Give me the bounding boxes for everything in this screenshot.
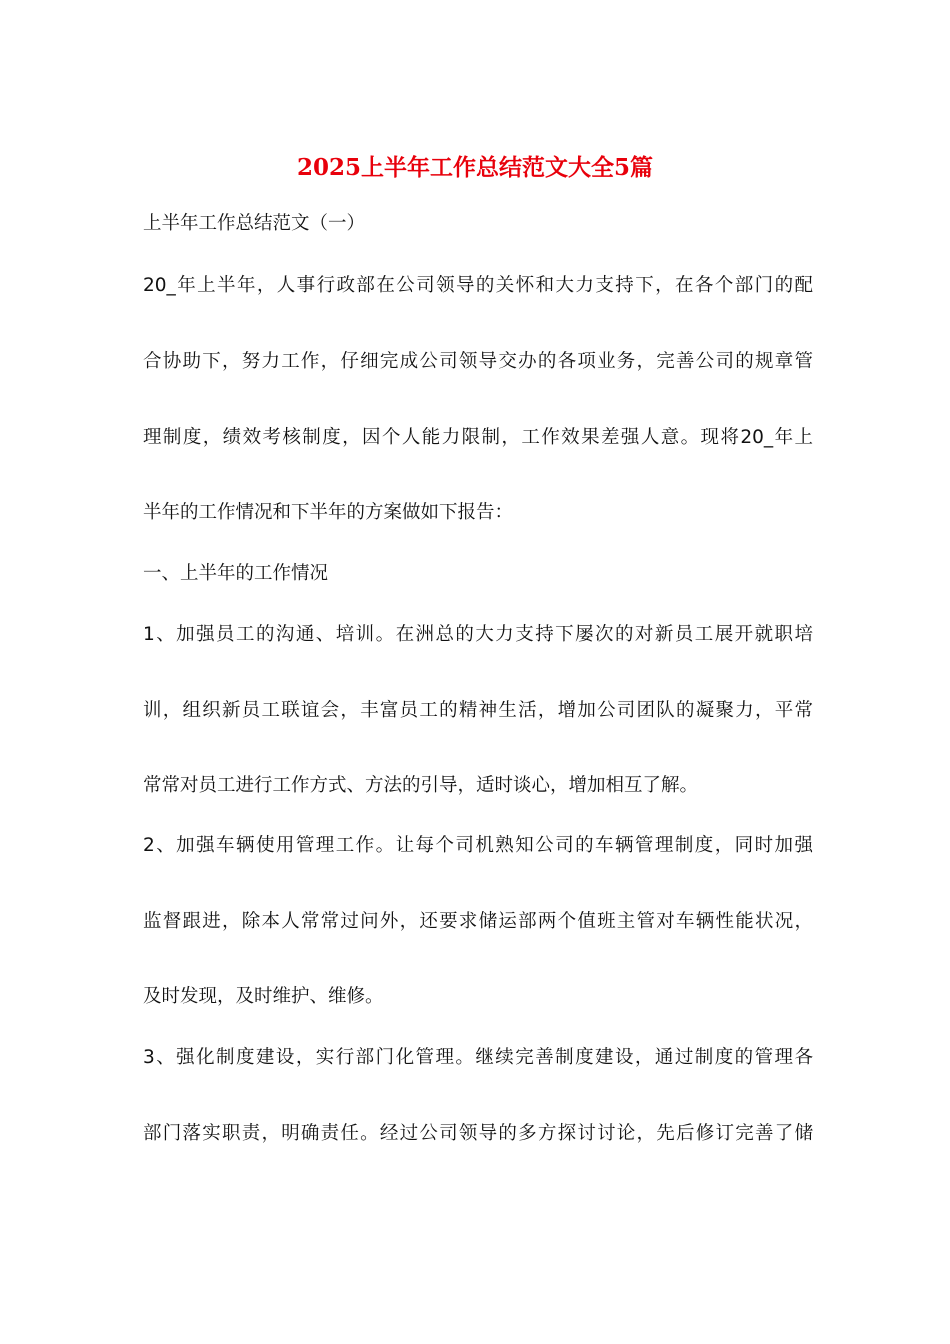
paragraph-line: 合协助下，努力工作，仔细完成公司领导交办的各项业务，完善公司的规章管 <box>143 351 813 372</box>
paragraph-line: 部门落实职责，明确责任。经过公司领导的多方探讨讨论，先后修订完善了储 <box>143 1123 813 1144</box>
paragraph-line: 半年的工作情况和下半年的方案做如下报告： <box>143 502 514 523</box>
paragraph-line: 监督跟进，除本人常常过问外，还要求储运部两个值班主管对车辆性能状况， <box>143 911 813 932</box>
paragraph-line: 1、加强员工的沟通、培训。在洲总的大力支持下屡次的对新员工展开就职培 <box>143 624 813 645</box>
section-heading: 上半年工作总结范文（一） <box>143 213 366 234</box>
paragraph-line: 及时发现，及时维护、维修。 <box>143 986 384 1007</box>
paragraph-line: 20_年上半年，人事行政部在公司领导的关怀和大力支持下，在各个部门的配 <box>143 275 813 296</box>
document-title: 2025上半年工作总结范文大全5篇 <box>296 154 654 181</box>
paragraph-line: 常常对员工进行工作方式、方法的引导，适时谈心，增加相互了解。 <box>143 775 699 796</box>
paragraph-line: 训，组织新员工联谊会，丰富员工的精神生活，增加公司团队的凝聚力，平常 <box>143 700 813 721</box>
paragraph-line: 理制度，绩效考核制度，因个人能力限制，工作效果差强人意。现将20_年上 <box>143 427 813 448</box>
paragraph-line: 2、加强车辆使用管理工作。让每个司机熟知公司的车辆管理制度，同时加强 <box>143 835 813 856</box>
subsection-heading: 一、上半年的工作情况 <box>143 563 329 584</box>
paragraph-line: 3、强化制度建设，实行部门化管理。继续完善制度建设，通过制度的管理各 <box>143 1047 813 1068</box>
